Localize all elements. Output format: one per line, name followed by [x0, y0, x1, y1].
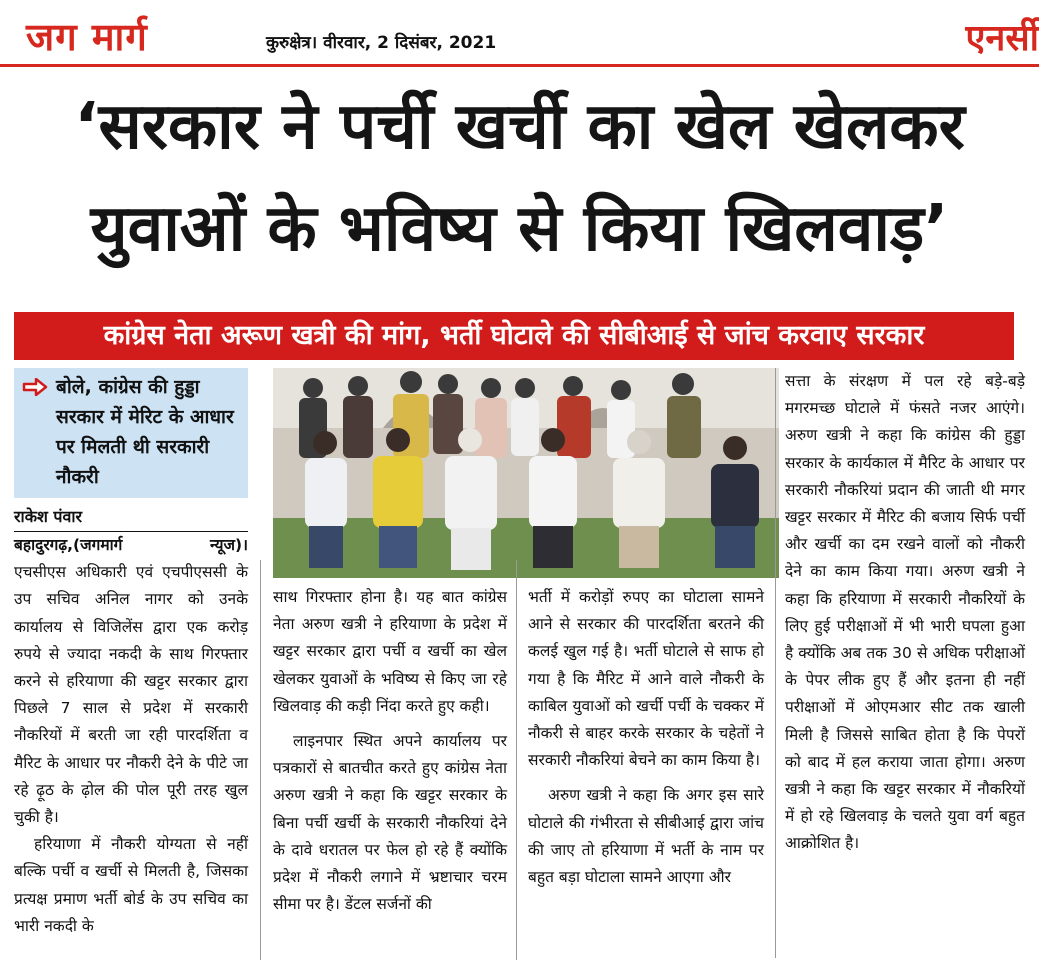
article-column-2	[273, 584, 507, 918]
byline: राकेश पंवार	[14, 505, 248, 532]
masthead	[0, 0, 1039, 66]
highlight-box	[14, 368, 248, 498]
dateline-lead: बहादुरगढ़,(जगमार्ग न्यूज)।	[14, 536, 248, 554]
newspaper-logo: जग मार्ग	[26, 14, 148, 59]
headline	[0, 76, 1039, 280]
paragraph: सत्ता के संरक्षण में पल रहे बड़े-बड़े मगरमच्छ घोटाले में फंसते नजर आएंगे। अरुण खत्री ने कहा कि कांग्रेस की हुड्डा सरकार के कार्यकाल में मैरिट के आधार पर सरकारी नौकरियां प्रदान की जाती थी मगर खट्टर सरकार में मैरिट की बजाय सिर्फ पर्ची और खर्ची का दम रखने वालों को नौकरी देने का काम किया गया। अरुण खत्री ने कहा कि हरियाणा में सरकारी नौकरियों के लिए हुई परीक्षाओं में भी भारी घपला हुआ है क्योंकि अब तक 30 से अधिक परीक्षाओं के पेपर लीक हुए हैं और इतना ही नहीं परीक्षाओं में ओएमआर सीट तक खाली मिली है जिससे साबित होता है कि पेपरों को बाद में हल कराया जाता होगा। अरुण खत्री ने कहा कि खट्टर सरकार में नौकरियों में हो रहे खिलवाड़ के चलते युवा वर्ग बहुत आक्रोशित है।	[785, 372, 1025, 853]
header-rule	[0, 64, 1039, 67]
headline-line-1: ‘सरकार ने पर्ची खर्ची का खेल खेलकर	[74, 90, 965, 164]
paragraph: एचसीएस अधिकारी एवं एचपीएससी के उप सचिव अनिल नागर को उनके कार्यालय से विजिलेंस द्वारा एक करोड़ रुपये से ज्यादा नकदी के साथ गिरफ्तार करने से हरियाणा की खट्टर सरकार द्वारा पिछले 7 साल से प्रदेश में सरकारी नौकरियों में बरती जा रही पारदर्शिता व मैरिट के आधार पर नौकरी देने के पीटे जा रहे ढ़ूठ के ढ़ोल की पोल पूरी तरह खुल चुकी है।	[14, 563, 248, 827]
paragraph: लाइनपार स्थित अपने कार्यालय पर पत्रकारों से बातचीत करते हुए कांग्रेस नेता अरुण खत्री ने कहा कि खट्टर सरकार के बिना पर्ची खर्ची के सरकारी नौकरियां देने के दावे धरातल पर फेल हो रहे हैं क्योंकि प्रदेश में नौकरी लगाने में भ्रष्टाचार चरम सीमा पर है। डेंटल सर्जनों की	[273, 732, 507, 914]
arrow-right-icon	[22, 378, 48, 396]
paragraph: भर्ती में करोड़ों रुपए का घोटाला सामने आने से सरकार की पारदर्शिता बरतने की कलई खुल गई है। भर्ती घोटाले से साफ हो गया है कि मैरिट में आने वाले नौकरी के काबिल युवाओं को खर्ची पर्ची के चक्कर में नौकरी से बाहर करके सरकार के चहेतों ने सरकारी नौकरियां बेचने का काम किया है।	[528, 588, 764, 770]
paragraph: अरुण खत्री ने कहा कि अगर इस सारे घोटाले की गंभीरता से सीबीआई द्वारा जांच की जाए तो हरियाणा में भर्ती के नाम पर बहुत बड़ा घोटाला सामने आएगा और	[528, 786, 764, 887]
group-photo-image	[273, 368, 779, 578]
highlight-text: बोले, कांग्रेस की हुड्डा सरकार में मेरिट के आधार पर मिलती थी सरकारी नौकरी	[56, 376, 234, 488]
column-divider	[260, 560, 261, 960]
column-divider	[775, 368, 776, 958]
subheadline-banner: कांग्रेस नेता अरूण खत्री की मांग, भर्ती घोटाले की सीबीआई से जांच करवाए सरकार	[14, 312, 1014, 360]
column-divider	[516, 560, 517, 960]
article-column-4	[785, 368, 1025, 858]
article-column-1	[14, 532, 248, 940]
dateline: कुरुक्षेत्र। वीरवार, 2 दिसंबर, 2021	[266, 33, 497, 53]
news-photo	[273, 368, 779, 578]
headline-line-2: युवाओं के भविष्य से किया खिलवाड़’	[90, 192, 949, 266]
paragraph: साथ गिरफ्तार होना है। यह बात कांग्रेस नेता अरुण खत्री ने हरियाणा के प्रदेश में खट्टर सरकार द्वारा पर्ची व खर्ची का खेल खेलकर युवाओं के भविष्य से किए जा रहे खिलवाड़ की कड़ी निंदा करते हुए कही।	[273, 588, 507, 715]
paragraph: हरियाणा में नौकरी योग्यता से नहीं बल्कि पर्ची व खर्ची से मिलती है, जिसका प्रत्यक्ष प्रमाण भर्ती बोर्ड के उप सचिव का भारी नकदी के	[14, 835, 248, 935]
article-column-3	[528, 584, 764, 891]
corner-brand: एनर्सी	[965, 17, 1039, 59]
